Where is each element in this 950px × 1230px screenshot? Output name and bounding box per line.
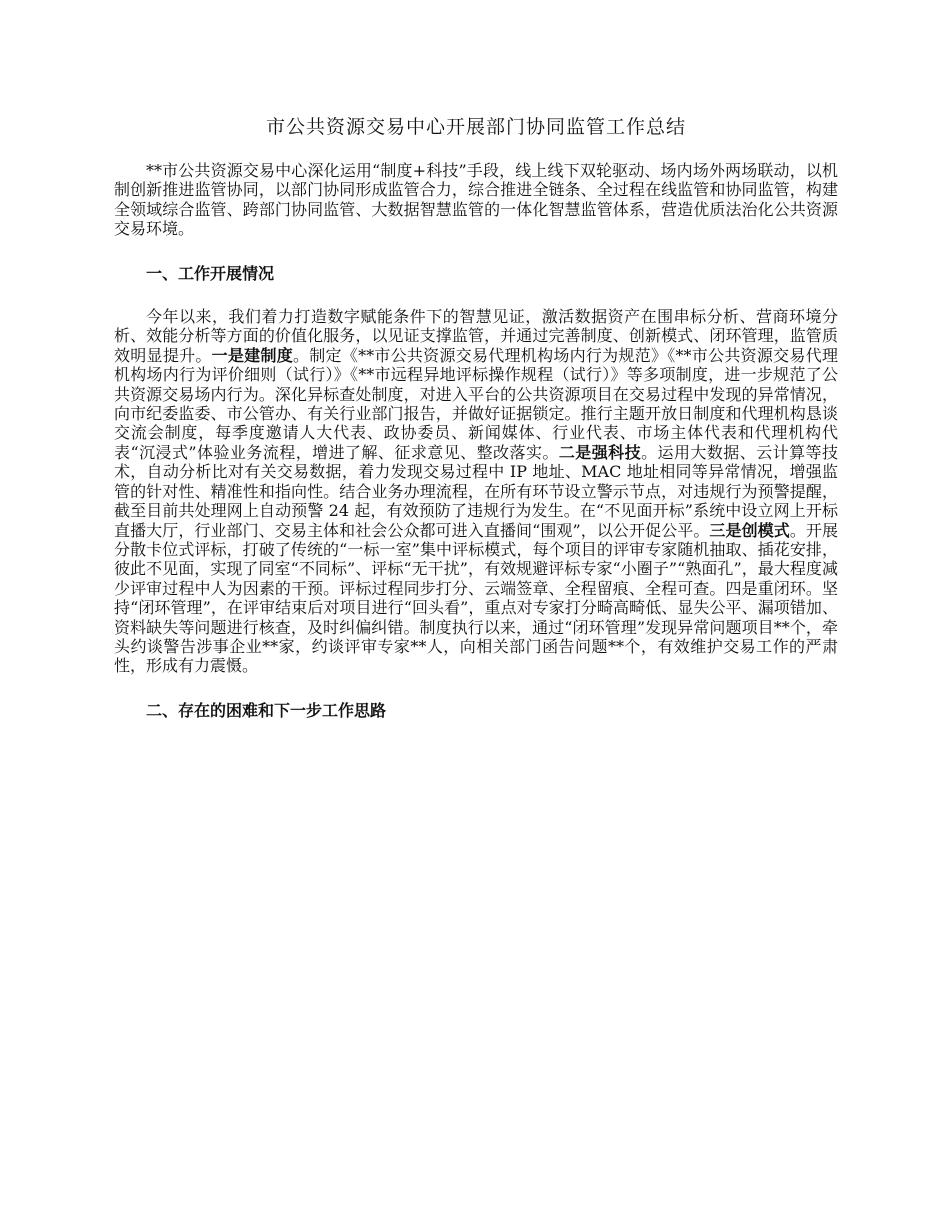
bold-phrase-strengthen-tech: 二是强科技 (558, 442, 642, 462)
section-2-heading: 二、存在的困难和下一步工作思路 (146, 700, 387, 720)
document-title: 市公共资源交易中心开展部门协同监管工作总结 (265, 116, 686, 138)
section-1-heading: 一、工作开展情况 (146, 263, 275, 283)
body-text-part-d: 。开展分散卡位式评标，打破了传统的“一标一室”集中评标模式，每个项目的评审专家随机抽取、插花安排，彼此不见面，实现了同室“不同标”、评标“无干扰”，有效规避评标专家“小圈子”“熟面孔”，最大程度减少评审过程中人为因素的干预。评标过程同步打分、云端签章、全程留痕、全程可查。四是重闭环。坚持“闭环管理”，在评审结束后对项目进行“回头看”，重点对专家打分畸高畸低、显失公平、漏项错加、资料缺失等问题进行核查，及时纠偏纠错。制度执行以来，通过“闭环管理”发现异常问题项目**个，牵头约谈警告涉事企业**家，约谈评审专家**人，向相关部门函告问题**个，有效维护交易工作的严肃性，形成有力震慑。 (114, 520, 838, 676)
intro-paragraph: **市公共资源交易中心深化运用“制度+科技”手段，线上线下双轮驱动、场内场外两场联动，以机制创新推进监管协同，以部门协同形成监管合力，综合推进全链条、全过程在线监管和协同监管，构建全领域综合监管、跨部门协同监管、大数据智慧监管的一体化智慧监管体系，营造优质法治化公共资源交易环境。 (114, 161, 838, 239)
body-text-part-a: 今年以来，我们着力打造数字赋能条件下的智慧见证，激活数据资产在围串标分析、营商环境分析、效能分析等方面的价值化服务，以见证支撑监管，并通过完善制度、创新模式、闭环管理，监管质效明显提升。 (114, 307, 838, 365)
bold-phrase-build-system: 一是建制度 (211, 345, 293, 365)
body-text-part-b: 。制定《**市公共资源交易代理机构场内行为规范》《**市公共资源交易代理机构场内行为评价细则（试行）》《**市远程异地评标操作规程（试行）》等多项制度，进一步规范了公共资源交易场内行为。深化异标查处制度，对进入平台的公共资源项目在交易过程中发现的异常情况，向市纪委监委、市公管办、有关行业部门报告，并做好证据锁定。推行主题开放日制度和代理机构恳谈交流会制度，每季度邀请人大代表、政协委员、新闻媒体、行业代表、市场主体代表和代理机构代表“沉浸式”体验业务流程，增进了解、征求意见、整改落实。 (114, 345, 838, 462)
section-1-body (114, 307, 838, 676)
body-text-part-c: 。运用大数据、云计算等技术，自动分析比对有关交易数据，着力发现交易过程中 IP 地址、MAC 地址相同等异常情况，增强监管的针对性、精准性和指向性。结合业务办理流程，在所有环节设立警示节点，对违规行为预警提醒，截至目前共处理网上自动预警 24 起，有效预防了违规行为发生。在“不见面开标”系统中设立网上开标直播大厅，行业部门、交易主体和社会公众都可进入直播间“围观”，以公开促公平。 (114, 442, 838, 540)
bold-phrase-create-model: 三是创模式 (709, 520, 790, 540)
document-page (114, 112, 838, 720)
spacer (114, 239, 838, 264)
spacer (114, 676, 838, 701)
spacer (114, 283, 838, 307)
